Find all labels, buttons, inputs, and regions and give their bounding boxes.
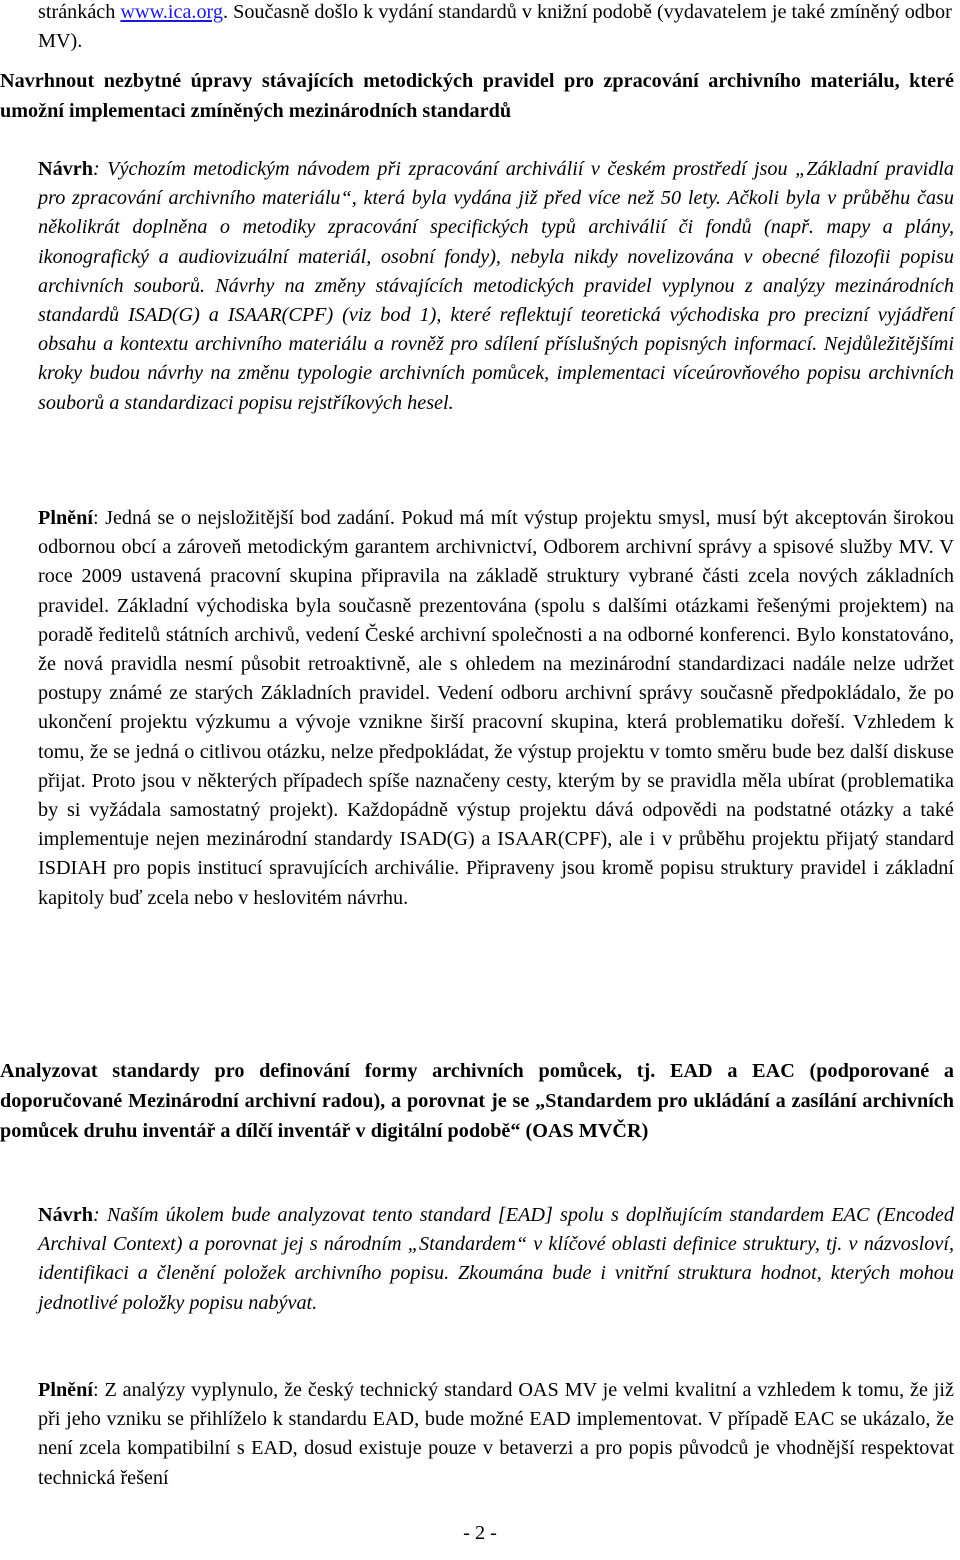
intro-paragraph [38,0,954,56]
ica-link[interactable]: www.ica.org [120,1,223,23]
proposal-paragraph-1 [0,155,960,418]
intro-text-end: . Současně došlo k vydání standardů v knižní podobě (vydavatelem je také zmíněný odbor MV). [38,1,952,53]
fulfillment-text: : Jedná se o nejsložitější bod zadání. Pokud má mít výstup projektu smysl, musí být akceptován širokou odbornou obcí a zároveň metodickým garantem archivnictví, Odborem archivní správy a spisové služby MV. V roce 2009 ustavená pracovní skupina připravila na základě struktury vybrané části zcela nových základních pravidel. Základní východiska byla současně prezentována (spolu s dalšími otázkami řešenými projektem) na poradě ředitelů státních archivů, vedení České archivní společnosti a na odborné konferenci. Bylo konstatováno, že nová pravidla nesmí působit retroaktivně, ale s ohledem na mezinárodní standardizaci nadále nelze udržet postupy známé ze starých Základních pravidel. Vedení odboru archivní správy současně předpokládalo, že po ukončení projektu výzkumu a vývoje vznikne širší pracovní skupina, která problematiku dořeší. Vzhledem k tomu, že se jedná o citlivou otázku, nelze předpokládat, že výstup projektu v tomto směru bude bez další diskuse přijat. Proto jsou v některých případech spíše naznačeny cesty, kterým by se pravidla měla ubírat (problematika by si vyžádala samostatný projekt). Každopádně výstup projektu dává odpovědi na podstatné otázky a také implementuje nejen mezinárodní standardy ISAD(G) a ISAAR(CPF), ale i v průběhu projektu přijatý standard ISDIAH pro popis institucí spravujících archiválie. Připraveny jsou kromě popisu struktury pravidel i základní kapitoly buď zcela nebo v heslovitém návrhu. [38,507,954,909]
page-number: - 2 - [463,1522,497,1544]
intro-text-start: stránkách [38,1,121,23]
section-heading-1: Navrhnout nezbytné úpravy stávajících metodických pravidel pro zpracování archivního materiálu, které umožní implementaci zmíněných mezinárodních standardů [0,70,954,122]
proposal-label: Návrh [38,1204,93,1226]
proposal-text: : Výchozím metodickým návodem při zpracování archiválií v českém prostředí jsou „Základní pravidla pro zpracování archivního materiálu“, která byla vydána již před více než 50 lety. Ačkoli byla v průběhu času několikrát doplněna o metodiky zpracování specifických typů archiválií či fondů (např. mapy a plány, ikonografický a audiovizuální materiál, osobní fondy), nebyla nikdy novelizována v obecné filozofii popisu archivních souborů. Návrhy na změny stávajících metodických pravidel vyplynou z analýzy mezinárodních standardů ISAD(G) a ISAAR(CPF) (viz bod 1), které reflektují teoretická východiska pro precizní vyjádření obsahu a kontextu archivního materiálu a rovněž pro sdílení příslušných popisných informací. Nejdůležitějšími kroky budou návrhy na změnu typologie archivních pomůcek, implementaci víceúrovňového popisu archivních souborů a standardizaci popisu rejstříkových hesel. [38,158,954,414]
fulfillment-label: Plnění [38,1379,93,1401]
fulfillment-paragraph-2 [0,1376,960,1493]
section-heading-2: Analyzovat standardy pro definování formy archivních pomůcek, tj. EAD a EAC (podporované a doporučované Mezinárodní archivní radou), a porovnat je se „Standardem pro ukládání a zasílání archivních pomůcek druhu inventář a dílčí inventář v digitální podobě“ (OAS MVČR) [0,1060,954,1142]
proposal-text: : Naším úkolem bude analyzovat tento standard [EAD] spolu s doplňujícím standardem EAC (Encoded Archival Context) a porovnat jej s národním „Standardem“ v klíčové oblasti definice struktury, tj. v názvosloví, identifikaci a členění položek archivního popisu. Zkoumána bude i vnitřní struktura hodnot, kterých mohou jednotlivé položky popisu nabývat. [38,1204,954,1314]
proposal-label: Návrh [38,158,93,180]
fulfillment-text: : Z analýzy vyplynulo, že český technický standard OAS MV je velmi kvalitní a vzhledem k tomu, že již při jeho vzniku se přihlíželo k standardu EAD, bude možné EAD implementovat. V případě EAC se ukázalo, že není zcela kompatibilní s EAD, dosud existuje pouze v betaverzi a pro popis původců je vhodnější respektovat technická řešení [38,1379,954,1489]
fulfillment-label: Plnění [38,507,93,529]
proposal-paragraph-2 [0,1201,960,1318]
fulfillment-paragraph-1 [0,504,960,913]
